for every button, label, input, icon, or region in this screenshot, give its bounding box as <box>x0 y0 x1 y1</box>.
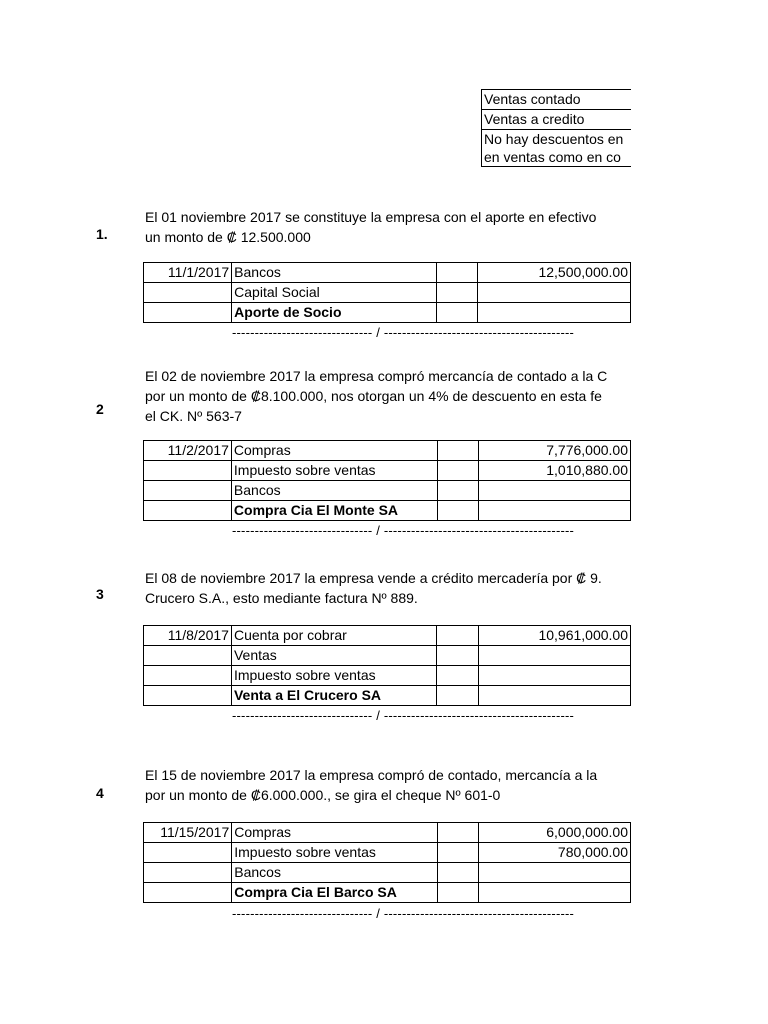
entry-2-separator: ------------------------------- / ------------------------------------------ <box>232 523 575 538</box>
entry-4-separator: ------------------------------- / ------------------------------------------ <box>232 906 575 921</box>
description-line: un monto de ₡ 12.500.000 <box>145 229 311 245</box>
empty-cell[interactable] <box>436 263 478 283</box>
entry-2-journal-table <box>143 440 631 521</box>
table-row <box>144 843 631 863</box>
description-line: por un monto de ₡8.100.000, nos otorgan un 4% de descuento en esta fe <box>145 388 602 404</box>
account-cell[interactable]: Compra Cia El Monte SA <box>231 501 437 521</box>
table-row <box>144 863 631 883</box>
description-line: El 01 noviembre 2017 se constituye la empresa con el aporte en efectivo <box>145 209 597 225</box>
date-cell[interactable] <box>144 686 232 706</box>
account-cell[interactable]: Bancos <box>232 863 438 883</box>
empty-cell[interactable] <box>436 283 478 303</box>
note-descuentos[interactable] <box>482 129 631 167</box>
table-row <box>144 883 631 903</box>
amount-cell[interactable] <box>479 501 631 521</box>
entry-2-description <box>145 366 631 426</box>
amount-cell[interactable]: 6,000,000.00 <box>479 823 631 843</box>
entry-3-number: 3 <box>96 586 104 602</box>
entry-1-number: 1. <box>96 226 108 242</box>
amount-cell[interactable] <box>479 863 631 883</box>
amount-cell[interactable] <box>479 883 631 903</box>
table-row <box>144 646 631 666</box>
amount-cell[interactable] <box>478 283 631 303</box>
empty-cell[interactable] <box>438 461 479 481</box>
entry-1-journal-table <box>143 262 631 323</box>
date-cell[interactable]: 11/1/2017 <box>144 263 232 283</box>
empty-cell[interactable] <box>438 843 479 863</box>
date-cell[interactable]: 11/8/2017 <box>144 626 232 646</box>
entry-4-description <box>145 765 631 805</box>
empty-cell[interactable] <box>436 303 478 323</box>
account-cell[interactable]: Capital Social <box>232 283 436 303</box>
note-descuentos-line2: en ventas como en co <box>484 149 621 165</box>
date-cell[interactable] <box>144 883 232 903</box>
amount-cell[interactable]: 10,961,000.00 <box>478 626 630 646</box>
account-cell[interactable]: Impuesto sobre ventas <box>231 461 437 481</box>
empty-cell[interactable] <box>438 823 479 843</box>
table-row <box>144 666 631 686</box>
table-row <box>144 501 631 521</box>
empty-cell[interactable] <box>438 441 479 461</box>
notes-box <box>481 89 631 167</box>
table-row <box>144 263 631 283</box>
account-cell[interactable]: Cuenta por cobrar <box>231 626 436 646</box>
date-cell[interactable] <box>144 283 232 303</box>
account-cell[interactable]: Compras <box>232 823 438 843</box>
amount-cell[interactable] <box>478 303 631 323</box>
account-cell[interactable]: Bancos <box>231 481 437 501</box>
account-cell[interactable]: Bancos <box>232 263 436 283</box>
description-line: Crucero S.A., esto mediante factura Nº 889. <box>145 590 418 606</box>
entry-3-description <box>145 568 631 608</box>
amount-cell[interactable] <box>479 481 631 501</box>
empty-cell[interactable] <box>438 501 479 521</box>
empty-cell[interactable] <box>437 626 478 646</box>
amount-cell[interactable]: 780,000.00 <box>479 843 631 863</box>
description-line: por un monto de ₡6.000.000., se gira el cheque Nº 601-0 <box>145 787 501 803</box>
table-row <box>144 686 631 706</box>
date-cell[interactable] <box>144 461 232 481</box>
amount-cell[interactable] <box>478 666 630 686</box>
empty-cell[interactable] <box>437 646 478 666</box>
table-row <box>144 481 631 501</box>
account-cell[interactable]: Ventas <box>231 646 436 666</box>
table-row <box>144 303 631 323</box>
entry-1-separator: ------------------------------- / ------------------------------------------ <box>232 325 575 340</box>
description-line: El 15 de noviembre 2017 la empresa compró de contado, mercancía a la <box>145 767 598 783</box>
date-cell[interactable]: 11/2/2017 <box>144 441 232 461</box>
date-cell[interactable] <box>144 501 232 521</box>
date-cell[interactable] <box>144 666 232 686</box>
date-cell[interactable]: 11/15/2017 <box>144 823 232 843</box>
table-row <box>144 461 631 481</box>
entry-4-number: 4 <box>96 785 104 801</box>
date-cell[interactable] <box>144 843 232 863</box>
empty-cell[interactable] <box>437 666 478 686</box>
description-line: el CK. Nº 563-7 <box>145 408 242 424</box>
note-ventas-contado[interactable]: Ventas contado <box>482 89 631 109</box>
note-descuentos-line1: No hay descuentos en <box>484 131 624 147</box>
table-row <box>144 283 631 303</box>
account-cell[interactable]: Aporte de Socio <box>232 303 436 323</box>
entry-2-number: 2 <box>96 401 104 417</box>
account-cell[interactable]: Compras <box>231 441 437 461</box>
note-ventas-credito[interactable]: Ventas a credito <box>482 109 631 129</box>
account-cell[interactable]: Impuesto sobre ventas <box>232 843 438 863</box>
empty-cell[interactable] <box>438 481 479 501</box>
amount-cell[interactable]: 7,776,000.00 <box>479 441 631 461</box>
date-cell[interactable] <box>144 303 232 323</box>
table-row <box>144 441 631 461</box>
account-cell[interactable]: Compra Cia El Barco SA <box>232 883 438 903</box>
amount-cell[interactable] <box>478 686 630 706</box>
account-cell[interactable]: Venta a El Crucero SA <box>231 686 436 706</box>
amount-cell[interactable]: 12,500,000.00 <box>478 263 631 283</box>
date-cell[interactable] <box>144 481 232 501</box>
date-cell[interactable] <box>144 646 232 666</box>
empty-cell[interactable] <box>438 883 479 903</box>
amount-cell[interactable] <box>478 646 630 666</box>
empty-cell[interactable] <box>438 863 479 883</box>
description-line: El 08 de noviembre 2017 la empresa vende a crédito mercadería por ₡ 9. <box>145 570 602 586</box>
table-row <box>144 626 631 646</box>
entry-3-separator: ------------------------------- / ------------------------------------------ <box>232 708 575 723</box>
empty-cell[interactable] <box>437 686 478 706</box>
description-line: El 02 de noviembre 2017 la empresa compró mercancía de contado a la C <box>145 368 608 384</box>
date-cell[interactable] <box>144 863 232 883</box>
amount-cell[interactable]: 1,010,880.00 <box>479 461 631 481</box>
account-cell[interactable]: Impuesto sobre ventas <box>231 666 436 686</box>
entry-4-journal-table <box>143 822 631 903</box>
entry-1-description <box>145 207 631 247</box>
table-row <box>144 823 631 843</box>
entry-3-journal-table <box>143 625 631 706</box>
